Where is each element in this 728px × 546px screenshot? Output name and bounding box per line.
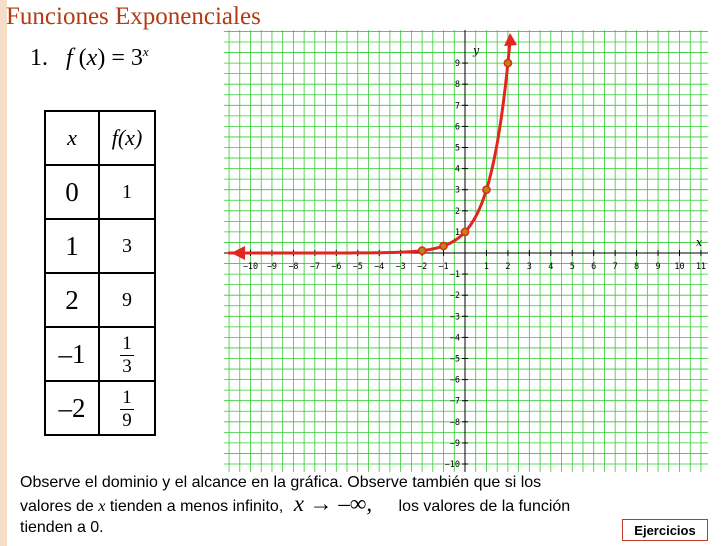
cell-x: –1 — [45, 327, 99, 381]
y-tick-label: −1 — [449, 270, 460, 281]
y-tick-label: 2 — [454, 206, 460, 217]
fraction-denominator: 9 — [122, 409, 132, 431]
plot-background — [224, 30, 708, 472]
caption-variable: x — [98, 498, 106, 515]
caption-line-2b: tienden a menos infinito, — [105, 498, 284, 515]
table-header-row — [45, 111, 155, 165]
y-tick-label: −10 — [444, 460, 460, 470]
values-table — [44, 110, 156, 436]
function-definition: 1. f $(x) = 3^x$ — [30, 44, 149, 71]
x-tick-label: 4 — [548, 262, 554, 272]
y-tick-label: −4 — [449, 333, 460, 344]
caption-line-3: tienden a 0. — [20, 519, 104, 536]
y-tick-label: 1 — [454, 227, 460, 238]
cell-fx: 1 — [99, 165, 155, 219]
y-tick-label: 8 — [454, 80, 460, 91]
cell-x: 0 — [45, 165, 99, 219]
cell-fx — [99, 381, 155, 435]
fraction-numerator: 1 — [122, 386, 132, 408]
function-base: 3 — [130, 45, 143, 71]
item-number: 1. — [30, 45, 48, 71]
x-tick-label: 10 — [674, 262, 685, 272]
x-tick-label: −6 — [331, 262, 342, 272]
table-row — [45, 273, 155, 327]
data-point — [483, 186, 490, 193]
x-tick-label: 5 — [569, 262, 575, 272]
caption-line-2c: los valores de la función — [398, 498, 571, 515]
caption-line-1: Observe el dominio y el alcance en la gráfica. Observe también que si los — [20, 474, 542, 491]
table-row — [45, 327, 155, 381]
y-tick-label: −3 — [449, 312, 460, 323]
cell-x: 2 — [45, 273, 99, 327]
data-point — [440, 242, 447, 249]
x-tick-label: 6 — [591, 262, 597, 272]
y-tick-label: −8 — [449, 417, 460, 428]
data-point — [461, 228, 468, 235]
caption — [20, 472, 704, 538]
slide-accent-band — [0, 0, 7, 546]
fraction — [120, 334, 134, 377]
y-tick-label: −2 — [449, 291, 460, 302]
ejercicios-button[interactable]: Ejercicios — [622, 519, 708, 541]
table-row — [45, 219, 155, 273]
y-tick-label: −7 — [449, 396, 460, 407]
x-tick-label: −7 — [309, 262, 320, 272]
y-tick-label: −9 — [449, 438, 460, 449]
x-tick-label: 8 — [634, 262, 640, 272]
x-tick-label: −4 — [374, 262, 385, 272]
y-tick-label: 9 — [454, 59, 460, 70]
fraction — [120, 388, 134, 431]
x-tick-label: 9 — [655, 262, 661, 272]
cell-fx: 3 — [99, 219, 155, 273]
x-axis-label: x — [696, 236, 703, 249]
x-tick-label: −9 — [266, 262, 278, 272]
limit-expression: x → –∞, — [293, 491, 373, 516]
y-tick-label: 4 — [454, 164, 460, 175]
function-name: f — [66, 45, 73, 71]
y-axis-label: y — [473, 44, 480, 57]
y-tick-label: 5 — [454, 143, 460, 154]
header-fx: f(x) — [99, 111, 155, 165]
y-tick-label: −5 — [449, 354, 460, 365]
x-tick-label: −3 — [395, 262, 406, 272]
cell-fx: 9 — [99, 273, 155, 327]
y-tick-label: 7 — [454, 101, 460, 112]
x-tick-label: 2 — [505, 262, 511, 272]
cell-x: 1 — [45, 219, 99, 273]
x-tick-label: −10 — [242, 262, 259, 272]
table-row — [45, 165, 155, 219]
x-tick-label: −8 — [288, 262, 299, 272]
x-tick-label: −2 — [416, 262, 428, 272]
slide-title: Funciones Exponenciales — [6, 3, 261, 30]
cell-fx — [99, 327, 155, 381]
fraction-numerator: 1 — [122, 332, 132, 354]
fraction-denominator: 3 — [122, 355, 132, 377]
header-x: x — [45, 111, 99, 165]
function-variable: x — [86, 45, 98, 71]
y-tick-label: 3 — [454, 185, 460, 196]
x-tick-label: −1 — [438, 262, 449, 272]
exponential-graph — [224, 30, 708, 472]
y-tick-label: 6 — [454, 122, 460, 133]
x-tick-label: 11 — [695, 262, 707, 272]
data-point — [504, 60, 511, 67]
x-tick-label: −5 — [352, 262, 363, 272]
caption-line-2a: valores de — [20, 498, 99, 515]
x-tick-label: 1 — [483, 262, 490, 272]
cell-x: –2 — [45, 381, 99, 435]
y-tick-label: −6 — [449, 375, 460, 386]
x-tick-label: 3 — [526, 262, 532, 272]
x-tick-label: 7 — [612, 262, 618, 272]
function-exponent: x — [142, 44, 149, 59]
data-point — [419, 247, 426, 254]
table-row — [45, 381, 155, 435]
